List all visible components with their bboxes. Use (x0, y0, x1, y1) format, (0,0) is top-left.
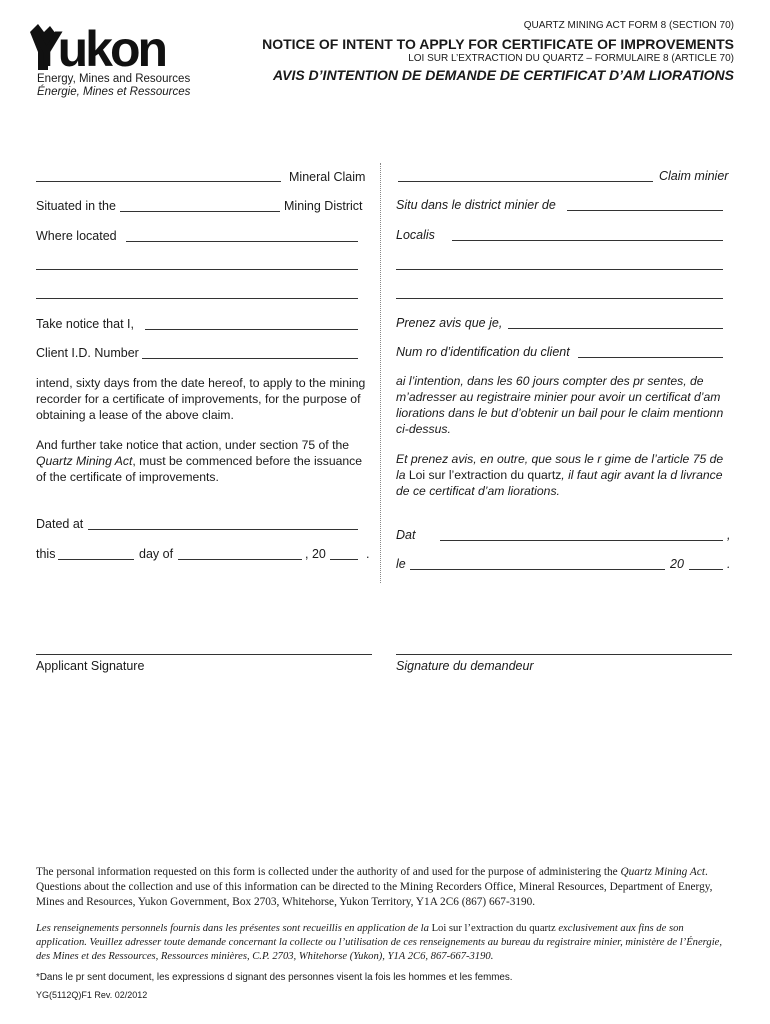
take-notice-label: Take notice that I, (36, 317, 134, 331)
year-fr-field[interactable] (689, 569, 723, 570)
claim-minier-label: Claim minier (659, 169, 729, 183)
privacy-en-part1: The personal information requested on this form is collected under the authority of and used for the purpose of administering the (36, 866, 621, 878)
applicant-signature-field[interactable] (36, 654, 372, 655)
quartz-mining-act-ref: Quartz Mining Act (36, 454, 133, 468)
logo-wordmark: Yukon (30, 21, 166, 77)
privacy-en-part2: . Questions about the collection and use of this information can be directed to the Mining Recorders Office, Mineral Resources, Department of Energy, Mines and Resources, Yukon Government, Box 2703, Whitehorse, Yukon Territory, Y1A 2C6 (867) 667-3190. (36, 866, 713, 908)
form-reference-fr: LOI SUR L’EXTRACTION DU QUARTZ – FORMULAIRE 8 (ARTICLE 70) (408, 53, 734, 64)
localise-field-3[interactable] (396, 298, 723, 299)
further-notice-en-part2: , must be commenced before the issuance of the certificate of improvements. (36, 454, 363, 484)
form-reference-en: QUARTZ MINING ACT FORM 8 (SECTION 70) (523, 20, 734, 31)
mining-district-label: Mining District (284, 199, 363, 213)
where-located-field-3[interactable] (36, 298, 358, 299)
form-title-fr: AVIS D’INTENTION DE DEMANDE DE CERTIFICAT D’AM LIORATIONS (273, 67, 734, 83)
le-label: le (396, 557, 406, 571)
date-fr-label: Dat (396, 528, 416, 542)
column-divider (380, 163, 381, 583)
where-located-field[interactable] (126, 241, 358, 242)
date-period-en: . (366, 547, 370, 561)
client-id-field[interactable] (142, 358, 358, 359)
further-notice-fr-part1: Et prenez avis, en outre, que sous le r gime de l’article 75 de la (396, 452, 724, 482)
where-located-field-2[interactable] (36, 269, 358, 270)
intend-paragraph-fr: ai l’intention, dans les 60 jours compter des pr sentes, de m’adresser au registraire minier pour avoir un certificat d’am liorations dans le but d’obtenir un bail pour le claim mentionn ci-dessus. (396, 374, 724, 436)
localise-field[interactable] (452, 240, 723, 241)
month-field[interactable] (178, 559, 302, 560)
form-code: YG(5112Q)F1 Rev. 02/2012 (36, 990, 148, 1000)
year-prefix-label: , 20 (305, 547, 326, 561)
department-name-fr: Énergie, Mines et Ressources (37, 86, 191, 98)
applicant-signature-label: Applicant Signature (36, 659, 145, 673)
privacy-en-act: Quartz Mining Act (620, 866, 705, 878)
numero-id-label: Num ro d’identification du client (396, 345, 570, 359)
day-of-label: day of (139, 547, 174, 561)
privacy-notice-en (36, 865, 734, 910)
date-fr-place-field[interactable] (440, 540, 723, 541)
further-notice-fr-part2: , il faut agir avant la d livrance de ce certificat d’am liorations. (396, 468, 723, 498)
prenez-avis-label: Prenez avis que je, (396, 316, 503, 330)
date-fr-comma: , (727, 528, 731, 542)
applicant-name-field[interactable] (145, 329, 358, 330)
intend-paragraph-en: intend, sixty days from the date hereof, to apply to the mining recorder for a certificate of improvements, for the purpose of obtaining a lease of the above claim. (36, 376, 366, 422)
year-prefix-fr: 20 (670, 557, 684, 571)
district-minier-field[interactable] (567, 210, 723, 211)
privacy-notice-fr (36, 922, 734, 964)
date-period-fr: . (727, 557, 731, 571)
mineral-claim-label: Mineral Claim (289, 170, 366, 184)
dated-at-label: Dated at (36, 517, 84, 531)
signature-demandeur-label: Signature du demandeur (396, 659, 534, 673)
year-field[interactable] (330, 559, 358, 560)
situated-in-label: Situated in the (36, 199, 116, 213)
localise-label: Localis (396, 228, 435, 242)
situated-in-field[interactable] (120, 211, 280, 212)
numero-id-field[interactable] (578, 357, 723, 358)
yukon-logo (28, 21, 166, 77)
this-label: this (36, 547, 56, 561)
where-located-label: Where located (36, 229, 117, 243)
further-notice-paragraph-en (36, 437, 372, 485)
localise-field-2[interactable] (396, 269, 723, 270)
gender-note: *Dans le pr sent document, les expressions d signant des personnes visent la fois les hommes et les femmes. (36, 972, 513, 983)
mineral-claim-field[interactable] (36, 181, 281, 182)
dated-at-field[interactable] (88, 529, 358, 530)
day-field[interactable] (58, 559, 134, 560)
signature-demandeur-field[interactable] (396, 654, 732, 655)
date-fr-day-field[interactable] (410, 569, 665, 570)
form-title-en: NOTICE OF INTENT TO APPLY FOR CERTIFICATE OF IMPROVEMENTS (262, 36, 734, 52)
situe-label: Situ dans le district minier de (396, 198, 556, 212)
claim-minier-field[interactable] (398, 181, 653, 182)
loi-quartz-ref: Loi sur l’extraction du quartz (408, 468, 562, 482)
privacy-fr-part1: Les renseignements personnels fournis dans les présentes sont recueillis en application de la (36, 923, 432, 934)
privacy-fr-part2: exclusivement aux fins de son application. Veuillez adresser toute demande concernant la collecte ou l’utilisation de ces renseignements au bureau du registraire minier, ministère de l’Énergie, des Mines et des Ressources, Ressources minières, C.P. 2703, Whitehorse (Yukon), Y1A 2C6, 867-667-3190. (36, 923, 723, 962)
client-id-label: Client I.D. Number (36, 346, 139, 360)
further-notice-paragraph-fr (396, 451, 726, 499)
privacy-fr-act: Loi sur l’extraction du quartz (431, 923, 556, 934)
prenez-avis-field[interactable] (508, 328, 723, 329)
department-name-en: Energy, Mines and Resources (37, 73, 191, 85)
further-notice-en-part1: And further take notice that action, under section 75 of the (36, 438, 350, 452)
